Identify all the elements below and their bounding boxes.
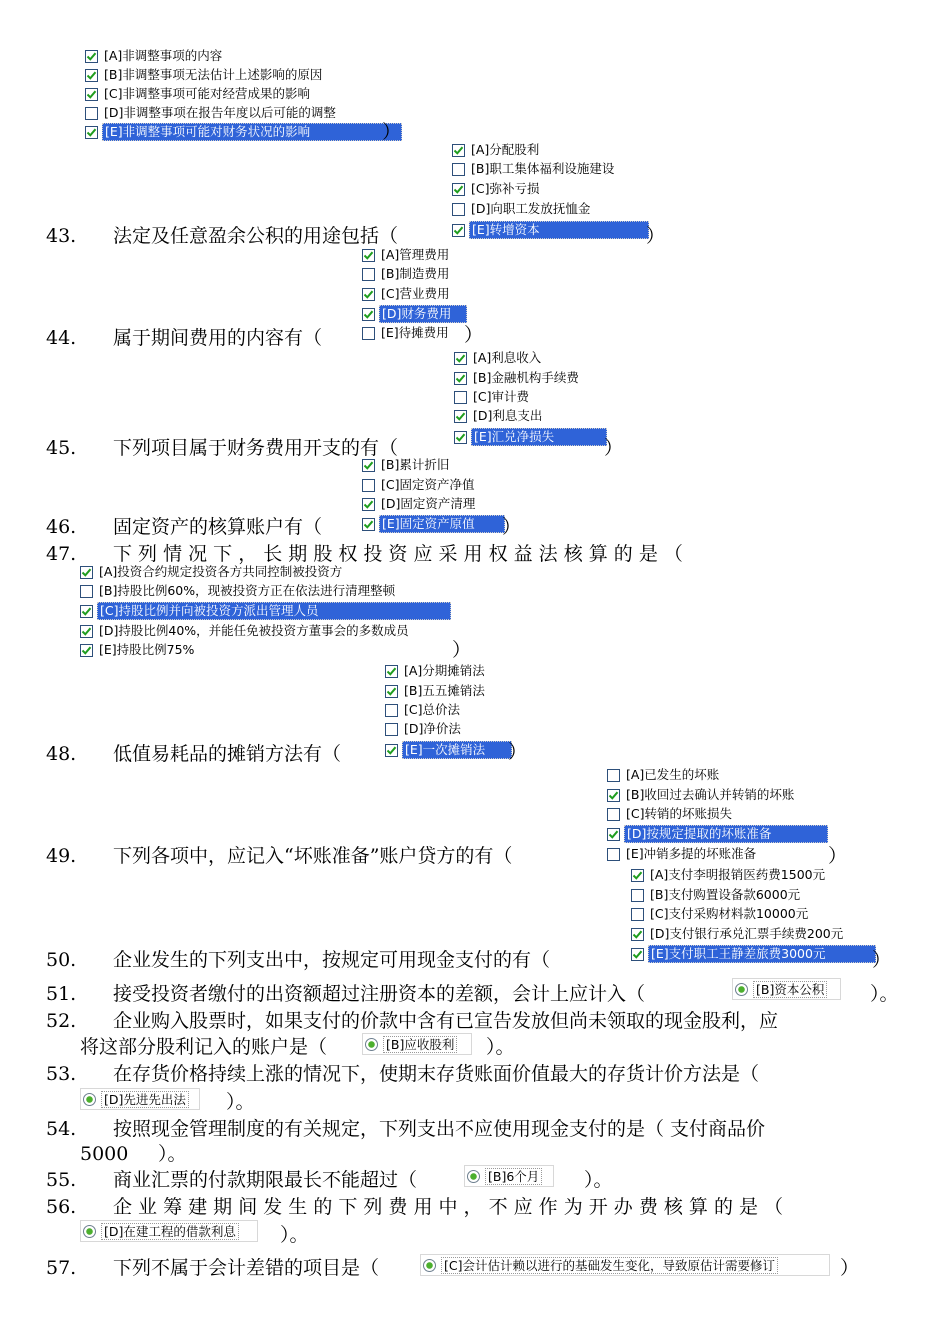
option-label: [D]非调整事项在报告年度以后可能的调整 — [104, 105, 336, 120]
checkbox-checked-icon[interactable] — [385, 665, 398, 678]
option-checkbox[interactable] — [607, 805, 734, 823]
option-label: [C]弥补亏损 — [471, 181, 540, 196]
option-checkbox[interactable] — [362, 305, 467, 323]
answer-label: [D]在建工程的借款利息 — [101, 1223, 239, 1240]
checkbox-unchecked-icon[interactable] — [452, 163, 465, 176]
answer-radio[interactable] — [420, 1254, 830, 1276]
option-checkbox[interactable] — [85, 85, 312, 103]
checkbox-checked-icon[interactable] — [452, 183, 465, 196]
option-checkbox[interactable] — [454, 388, 531, 406]
question-number: 54. — [46, 1118, 77, 1140]
option-label: [E]冲销多提的坏账准备 — [626, 846, 757, 861]
option-checkbox[interactable] — [454, 349, 543, 367]
option-label: [D]持股比例40%，并能任免被投资方董事会的多数成员 — [99, 623, 409, 638]
answer-radio[interactable] — [732, 978, 841, 1000]
checkbox-checked-icon[interactable] — [452, 144, 465, 157]
checkbox-checked-icon[interactable] — [607, 828, 620, 841]
option-label: [A]利息收入 — [473, 350, 542, 365]
checkbox-checked-icon[interactable] — [454, 372, 467, 385]
option-label: [A]投资合约规定投资各方共同控制被投资方 — [99, 564, 343, 579]
checkbox-checked-icon[interactable] — [80, 644, 93, 657]
option-label: [C]审计费 — [473, 389, 529, 404]
close-paren: ） — [502, 516, 522, 538]
question-text: 商业汇票的付款期限最长不能超过（ — [113, 1169, 418, 1191]
option-label: [B]累计折旧 — [381, 457, 450, 472]
question-number: 51. — [46, 983, 77, 1005]
question-end: ）。 — [158, 1143, 187, 1165]
checkbox-checked-icon[interactable] — [362, 518, 375, 531]
option-checkbox[interactable] — [452, 141, 541, 159]
answer-label: [D]先进先出法 — [101, 1091, 189, 1108]
option-checkbox[interactable] — [454, 428, 607, 446]
option-label: [C]转销的坏账损失 — [626, 806, 732, 821]
question-text-cont: 将这部分股利记入的账户是（ — [80, 1036, 328, 1058]
checkbox-unchecked-icon[interactable] — [385, 704, 398, 717]
option-label: [A]分期摊销法 — [404, 663, 485, 678]
question-end: ）。 — [584, 1169, 613, 1191]
option-label: [E]固定资产原值 — [379, 515, 505, 533]
question-text: 固定资产的核算账户有（ — [113, 516, 323, 538]
option-checkbox[interactable] — [362, 246, 451, 264]
option-checkbox[interactable] — [362, 324, 451, 342]
question-number: 48. — [46, 743, 77, 765]
question-text: 企 业 筹 建 期 间 发 生 的 下 列 费 用 中 ， 不 应 作 为 开 办 费 核 算 的 是 （ — [113, 1196, 784, 1218]
option-label: [E]非调整事项可能对财务状况的影响 — [102, 123, 402, 141]
answer-label: [B]应收股利 — [383, 1036, 457, 1053]
checkbox-unchecked-icon[interactable] — [362, 268, 375, 281]
question-number: 49. — [46, 845, 77, 867]
question-text: 下列项目属于财务费用开支的有（ — [113, 437, 399, 459]
question-number: 47. — [46, 543, 77, 565]
question-number: 44. — [46, 327, 77, 349]
checkbox-unchecked-icon[interactable] — [362, 327, 375, 340]
question-number: 52. — [46, 1010, 77, 1032]
question-text: 属于期间费用的内容有（ — [113, 327, 323, 349]
question-end: ）。 — [870, 983, 899, 1005]
question-text: 下列不属于会计差错的项目是（ — [113, 1257, 380, 1279]
option-label: [D]支付银行承兑汇票手续费200元 — [650, 926, 844, 941]
checkbox-checked-icon[interactable] — [80, 566, 93, 579]
checkbox-checked-icon[interactable] — [452, 224, 465, 237]
option-checkbox[interactable] — [385, 662, 487, 680]
checkbox-checked-icon[interactable] — [362, 288, 375, 301]
option-checkbox[interactable] — [385, 701, 462, 719]
close-paren: ） — [452, 639, 472, 661]
question-end: ）。 — [280, 1224, 309, 1246]
checkbox-checked-icon[interactable] — [85, 126, 98, 139]
close-paren: ） — [646, 225, 666, 247]
option-checkbox[interactable] — [454, 407, 544, 425]
close-paren: ） — [828, 845, 848, 867]
checkbox-checked-icon[interactable] — [80, 625, 93, 638]
question-text: 低值易耗品的摊销方法有（ — [113, 743, 342, 765]
question-number: 45. — [46, 437, 77, 459]
question-text: 企业发生的下列支出中，按规定可用现金支付的有（ — [113, 949, 551, 971]
radio-selected-icon — [735, 983, 748, 996]
option-checkbox[interactable] — [362, 456, 451, 474]
option-label: [C]总价法 — [404, 702, 460, 717]
option-checkbox[interactable] — [631, 945, 876, 963]
option-label: [B]非调整事项无法估计上述影响的原因 — [104, 67, 323, 82]
option-checkbox[interactable] — [362, 476, 476, 494]
option-label: [B]职工集体福利设施建设 — [471, 161, 615, 176]
option-label: [C]持股比例并向被投资方派出管理人员 — [97, 602, 451, 620]
question-number: 57. — [46, 1257, 77, 1279]
checkbox-unchecked-icon[interactable] — [631, 889, 644, 902]
checkbox-checked-icon[interactable] — [454, 431, 467, 444]
close-paren: ） — [464, 324, 484, 346]
option-label: [D]按规定提取的坏账准备 — [624, 825, 828, 843]
checkbox-checked-icon[interactable] — [454, 352, 467, 365]
answer-radio[interactable] — [80, 1220, 258, 1242]
checkbox-unchecked-icon[interactable] — [607, 808, 620, 821]
question-number: 55. — [46, 1169, 77, 1191]
question-text: 下 列 情 况 下 ， 长 期 股 权 投 资 应 采 用 权 益 法 核 算 的 是 （ — [113, 543, 683, 565]
option-checkbox[interactable] — [385, 741, 512, 759]
option-label: [B]收回过去确认并转销的坏账 — [626, 787, 795, 802]
checkbox-unchecked-icon[interactable] — [362, 479, 375, 492]
option-label: [E]转增资本 — [469, 221, 649, 239]
answer-radio[interactable] — [80, 1088, 200, 1110]
option-checkbox[interactable] — [362, 495, 477, 513]
checkbox-checked-icon[interactable] — [362, 459, 375, 472]
option-checkbox[interactable] — [80, 582, 397, 600]
option-label: [B]持股比例60%，现被投资方正在依法进行清理整顿 — [99, 583, 396, 598]
question-end: ） — [840, 1257, 860, 1279]
checkbox-checked-icon[interactable] — [607, 789, 620, 802]
option-checkbox[interactable] — [607, 845, 758, 863]
checkbox-checked-icon[interactable] — [80, 605, 93, 618]
option-checkbox[interactable] — [80, 563, 344, 581]
question-end: ）。 — [226, 1091, 255, 1113]
option-label: [B]制造费用 — [381, 266, 450, 281]
option-checkbox[interactable] — [85, 104, 338, 122]
option-checkbox[interactable] — [85, 47, 224, 65]
option-checkbox[interactable] — [454, 369, 581, 387]
option-checkbox[interactable] — [85, 66, 324, 84]
checkbox-checked-icon[interactable] — [631, 928, 644, 941]
radio-selected-icon — [467, 1170, 480, 1183]
checkbox-unchecked-icon[interactable] — [452, 203, 465, 216]
question-text-cont: 5000 — [80, 1143, 129, 1165]
checkbox-checked-icon[interactable] — [631, 948, 644, 961]
checkbox-checked-icon[interactable] — [631, 869, 644, 882]
option-checkbox[interactable] — [80, 641, 196, 659]
radio-selected-icon — [83, 1093, 96, 1106]
checkbox-unchecked-icon[interactable] — [631, 908, 644, 921]
question-number: 43. — [46, 225, 77, 247]
checkbox-unchecked-icon[interactable] — [454, 391, 467, 404]
checkbox-unchecked-icon[interactable] — [85, 107, 98, 120]
question-text: 在存货价格持续上涨的情况下，使期末存货账面价值最大的存货计价方法是（ — [113, 1063, 760, 1085]
option-label: [D]净价法 — [404, 721, 461, 736]
answer-label: [B]资本公积 — [753, 981, 827, 998]
close-paren: ） — [604, 437, 624, 459]
option-label: [E]支付职工王静差旅费3000元 — [648, 945, 876, 963]
question-number: 53. — [46, 1063, 77, 1085]
checkbox-checked-icon[interactable] — [85, 69, 98, 82]
option-checkbox[interactable] — [385, 682, 487, 700]
answer-radio[interactable] — [362, 1033, 472, 1055]
option-checkbox[interactable] — [631, 905, 810, 923]
question-text: 下列各项中，应记入“坏账准备”账户贷方的有（ — [113, 845, 513, 867]
checkbox-checked-icon[interactable] — [385, 744, 398, 757]
radio-selected-icon — [365, 1038, 378, 1051]
option-label: [D]向职工发放抚恤金 — [471, 201, 591, 216]
checkbox-unchecked-icon[interactable] — [385, 723, 398, 736]
question-number: 50. — [46, 949, 77, 971]
option-checkbox[interactable] — [362, 515, 505, 533]
option-checkbox[interactable] — [631, 925, 845, 943]
answer-radio[interactable] — [464, 1165, 554, 1187]
option-label: [C]固定资产净值 — [381, 477, 475, 492]
option-checkbox[interactable] — [452, 160, 616, 178]
question-text: 法定及任意盈余公积的用途包括（ — [113, 225, 399, 247]
option-checkbox[interactable] — [385, 720, 463, 738]
checkbox-checked-icon[interactable] — [454, 410, 467, 423]
option-label: [E]一次摊销法 — [402, 741, 512, 759]
option-checkbox[interactable] — [452, 180, 541, 198]
option-label: [C]支付采购材料款10000元 — [650, 906, 809, 921]
question-text: 按照现金管理制度的有关规定，下列支出不应使用现金支付的是（ 支付商品价 — [113, 1118, 766, 1140]
option-label: [E]持股比例75% — [99, 642, 195, 657]
question-text: 接受投资者缴付的出资额超过注册资本的差额，会计上应计入（ — [113, 983, 646, 1005]
question-text: 企业购入股票时，如果支付的价款中含有已宣告发放但尚未领取的现金股利，应 — [113, 1010, 779, 1032]
checkbox-checked-icon[interactable] — [362, 498, 375, 511]
answer-label: [B]6个月 — [485, 1168, 542, 1185]
radio-selected-icon — [83, 1225, 96, 1238]
option-checkbox[interactable] — [607, 786, 796, 804]
option-label: [B]支付购置设备款6000元 — [650, 887, 801, 902]
question-number: 46. — [46, 516, 77, 538]
option-label: [B]金融机构手续费 — [473, 370, 579, 385]
checkbox-unchecked-icon[interactable] — [607, 848, 620, 861]
option-label: [A]分配股利 — [471, 142, 540, 157]
option-label: [D]财务费用 — [379, 305, 467, 323]
option-label: [E]待摊费用 — [381, 325, 449, 340]
option-label: [A]已发生的坏账 — [626, 767, 720, 782]
option-label: [E]汇兑净损失 — [471, 428, 607, 446]
checkbox-unchecked-icon[interactable] — [607, 769, 620, 782]
answer-label: [C]会计估计赖以进行的基础发生变化，导致原估计需要修订 — [441, 1257, 778, 1274]
question-end: ）。 — [486, 1036, 515, 1058]
option-label: [C]非调整事项可能对经营成果的影响 — [104, 86, 310, 101]
option-checkbox[interactable] — [80, 602, 451, 620]
option-label: [A]支付李明报销医药费1500元 — [650, 867, 826, 882]
option-checkbox[interactable] — [80, 622, 411, 640]
option-checkbox[interactable] — [85, 123, 402, 141]
radio-selected-icon — [423, 1259, 436, 1272]
option-label: [B]五五摊销法 — [404, 683, 485, 698]
question-number: 56. — [46, 1196, 77, 1218]
checkbox-checked-icon[interactable] — [85, 50, 98, 63]
option-label: [C]营业费用 — [381, 286, 450, 301]
checkbox-checked-icon[interactable] — [85, 88, 98, 101]
option-label: [A]非调整事项的内容 — [104, 48, 223, 63]
option-checkbox[interactable] — [631, 866, 827, 884]
close-paren: ） — [872, 949, 892, 971]
option-checkbox[interactable] — [362, 265, 451, 283]
checkbox-checked-icon[interactable] — [362, 249, 375, 262]
option-checkbox[interactable] — [362, 285, 451, 303]
option-checkbox[interactable] — [607, 825, 828, 843]
checkbox-checked-icon[interactable] — [385, 685, 398, 698]
option-label: [D]利息支出 — [473, 408, 543, 423]
option-checkbox[interactable] — [607, 766, 721, 784]
close-paren: ） — [508, 741, 528, 763]
checkbox-unchecked-icon[interactable] — [80, 585, 93, 598]
option-label: [A]管理费用 — [381, 247, 450, 262]
option-label: [D]固定资产清理 — [381, 496, 476, 511]
option-checkbox[interactable] — [631, 886, 802, 904]
option-checkbox[interactable] — [452, 221, 649, 239]
close-paren: ） — [382, 121, 402, 143]
checkbox-checked-icon[interactable] — [362, 308, 375, 321]
option-checkbox[interactable] — [452, 200, 592, 218]
